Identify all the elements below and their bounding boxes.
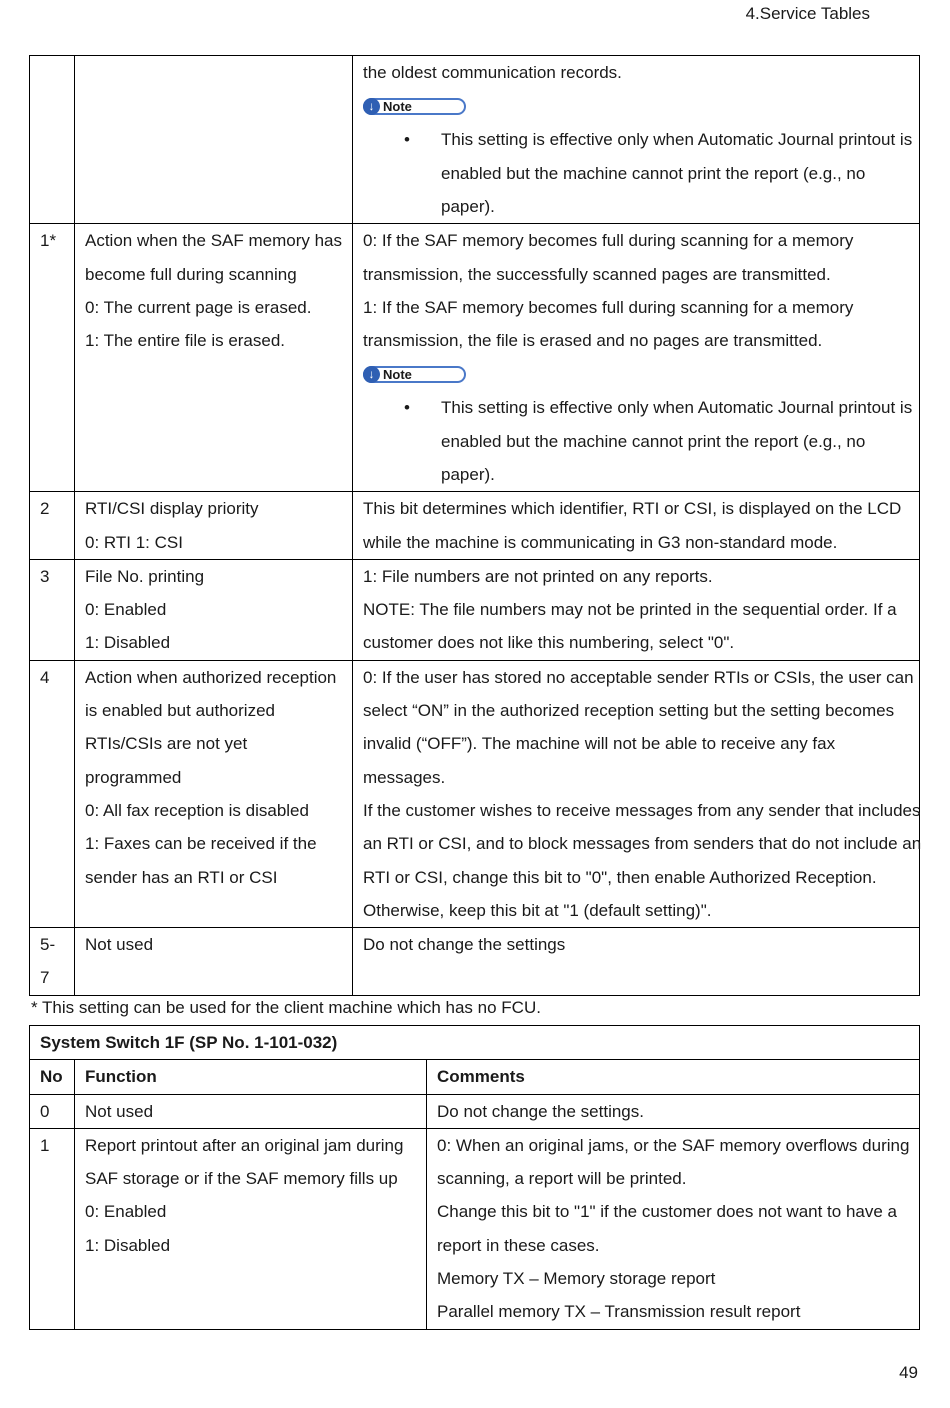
function-text: 0: The current page is erased.	[85, 297, 312, 317]
row-number-cell	[30, 1128, 75, 1329]
page-header-title: 4.Service Tables	[745, 4, 870, 23]
comment-text: the oldest communication records.	[363, 63, 622, 82]
comment-text: an RTI or CSI, and to block messages from senders that do not include an	[363, 834, 922, 854]
note-badge	[363, 98, 466, 115]
bullet-text	[441, 391, 912, 491]
bullet-icon: •	[404, 130, 410, 150]
row-number: 2	[40, 499, 50, 519]
comment-text: Otherwise, keep this bit at "1 (default setting)".	[363, 900, 712, 920]
comment-text: 1: File numbers are not printed on any reports.	[363, 566, 713, 586]
row-number-cell	[30, 928, 75, 996]
row-number-cell	[30, 224, 75, 492]
page-number: 49	[899, 1363, 918, 1382]
function-cell	[75, 224, 353, 492]
comment-text: while the machine is communicating in G3 non-standard mode.	[363, 532, 838, 552]
bullet-line: enabled but the machine cannot print the report (e.g., no	[441, 431, 866, 451]
row-number-cell	[30, 559, 75, 660]
comment-text: If the customer wishes to receive messages from any sender that includes	[363, 800, 921, 820]
comment-text: select “ON” in the authorized reception setting but the setting becomes	[363, 701, 895, 721]
row-number: 7	[40, 968, 50, 988]
row-number: 1*	[40, 231, 57, 251]
note-bullet-item	[363, 123, 913, 223]
row-number: 1	[40, 1135, 50, 1155]
column-header-comments: Comments	[427, 1060, 920, 1094]
column-header-function: Function	[75, 1060, 427, 1094]
comment-text: RTI or CSI, change this bit to "0", then enable Authorized Reception.	[363, 867, 877, 887]
function-cell	[75, 928, 353, 996]
function-text: 1: Faxes can be received if the	[85, 834, 317, 854]
function-text: become full during scanning	[85, 264, 297, 284]
table-row	[30, 492, 920, 560]
arrow-down-icon: ↓	[363, 366, 380, 383]
comment-text: scanning, a report will be printed.	[437, 1169, 687, 1189]
comment-cell	[353, 559, 920, 660]
switch-table-continued	[29, 55, 920, 996]
function-text: programmed	[85, 767, 182, 787]
function-text: 1: Disabled	[85, 633, 171, 653]
comment-cell	[353, 928, 920, 996]
comment-text: customer does not like this numbering, select "0".	[363, 633, 735, 653]
system-switch-1f-table	[29, 1025, 920, 1330]
function-cell	[75, 56, 353, 224]
function-text: SAF storage or if the SAF memory fills up	[85, 1169, 398, 1189]
table-row	[30, 224, 920, 492]
table-title: System Switch 1F (SP No. 1-101-032)	[30, 1026, 920, 1060]
comment-text: Do not change the settings.	[437, 1101, 644, 1121]
comment-text: Change this bit to "1" if the customer does not want to have a	[437, 1202, 898, 1222]
comment-cell	[427, 1128, 920, 1329]
comment-text: Memory TX – Memory storage report	[437, 1269, 716, 1289]
function-text: RTI/CSI display priority	[85, 499, 259, 519]
comment-text: messages.	[363, 767, 446, 787]
function-text: RTIs/CSIs are not yet	[85, 734, 248, 754]
note-prefix: NOTE:	[363, 600, 415, 620]
row-number-cell	[30, 660, 75, 927]
function-text: File No. printing	[85, 566, 205, 586]
bullet-line: This setting is effective only when Automatic Journal printout is	[441, 130, 913, 150]
footnote: * This setting can be used for the client machine which has no FCU.	[31, 998, 541, 1017]
bullet-line: This setting is effective only when Automatic Journal printout is	[441, 398, 913, 418]
comment-text	[363, 593, 909, 626]
row-number-cell	[30, 1094, 75, 1128]
function-cell	[75, 492, 353, 560]
comment-text: transmission, the file is erased and no pages are transmitted.	[363, 331, 823, 351]
note-label: Note	[383, 367, 412, 383]
bullet-text	[441, 123, 912, 223]
comment-cell	[353, 660, 920, 927]
bullet-line: paper).	[441, 465, 495, 484]
note-bullet-item	[363, 391, 913, 491]
function-text: 0: RTI 1: CSI	[85, 532, 183, 552]
function-text: is enabled but authorized	[85, 701, 275, 721]
row-number: 0	[40, 1101, 50, 1121]
comment-text: transmission, the successfully scanned pages are transmitted.	[363, 264, 831, 284]
row-number: 4	[40, 667, 50, 687]
comment-text: 1: If the SAF memory becomes full during scanning for a memory	[363, 297, 854, 317]
table-row	[30, 1094, 920, 1128]
comment-text: Parallel memory TX – Transmission result report	[437, 1302, 801, 1322]
function-cell	[75, 1094, 427, 1128]
function-text: Not used	[85, 1101, 154, 1121]
comment-cell	[353, 56, 920, 224]
comment-text: 0: When an original jams, or the SAF memory overflows during	[437, 1135, 910, 1155]
bullet-icon: •	[404, 398, 410, 418]
function-cell	[75, 660, 353, 927]
function-text: 0: All fax reception is disabled	[85, 800, 309, 820]
comment-cell	[427, 1094, 920, 1128]
comment-text: This bit determines which identifier, RTI or CSI, is displayed on the LCD	[363, 499, 902, 519]
comment-text: Do not change the settings	[363, 935, 566, 955]
function-text: Action when authorized reception	[85, 667, 337, 687]
bullet-line: paper).	[441, 196, 495, 216]
note-text: The file numbers may not be printed in the sequential order. If a	[414, 600, 897, 620]
table-row	[30, 56, 920, 224]
function-text: 0: Enabled	[85, 1202, 167, 1222]
comment-text: 0: If the SAF memory becomes full during scanning for a memory	[363, 231, 854, 251]
function-text: Report printout after an original jam during	[85, 1135, 404, 1155]
comment-cell	[353, 224, 920, 492]
row-number: 5-	[40, 935, 56, 955]
function-cell	[75, 559, 353, 660]
row-number: 3	[40, 566, 50, 586]
function-text: 0: Enabled	[85, 600, 167, 620]
table-row	[30, 928, 920, 996]
row-number-cell	[30, 56, 75, 224]
row-number-cell	[30, 492, 75, 560]
comment-text: 0: If the user has stored no acceptable sender RTIs or CSIs, the user can	[363, 667, 914, 687]
table-row	[30, 660, 920, 927]
table-row	[30, 1128, 920, 1329]
function-text: Not used	[85, 935, 154, 955]
note-badge	[363, 366, 466, 383]
note-label: Note	[383, 99, 412, 115]
function-text: 1: The entire file is erased.	[85, 331, 286, 351]
function-text: Action when the SAF memory has	[85, 231, 343, 251]
function-text: 1: Disabled	[85, 1235, 171, 1255]
comment-cell	[353, 492, 920, 560]
table-row	[30, 559, 920, 660]
column-header-no: No	[30, 1060, 75, 1094]
bullet-line: enabled but the machine cannot print the report (e.g., no	[441, 163, 866, 183]
function-cell	[75, 1128, 427, 1329]
function-text: sender has an RTI or CSI	[85, 867, 278, 887]
arrow-down-icon: ↓	[363, 98, 380, 115]
comment-text: invalid (“OFF”). The machine will not be able to receive any fax	[363, 734, 836, 754]
comment-text: report in these cases.	[437, 1235, 600, 1255]
